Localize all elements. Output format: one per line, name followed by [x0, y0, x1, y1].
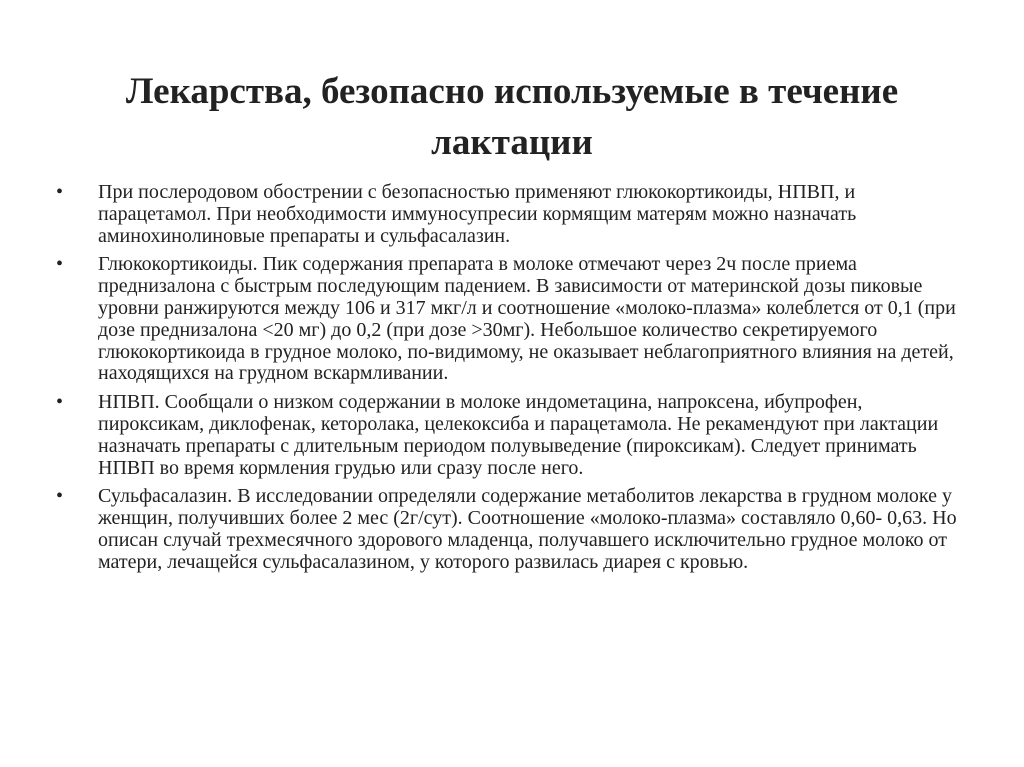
bullet-text: НПВП. Сообщали о низком содержании в молоке индометацина, напроксена, ибупрофен, пироксикам, диклофенак, кеторолака, целекоксиба и парацетамола. Не рекамендуют при лактации назначать препараты с длительным периодом полувыведение (пироксикам). Следует принимать НПВП во время кормления грудью или сразу после него.	[98, 391, 939, 479]
bullet-text: Сульфасалазин. В исследовании определяли содержание метаболитов лекарства в грудном молоке у женщин, получивших более 2 мес (2г/сут). Соотношение «молоко-плазма» составляло 0,60- 0,63. Но описан случай трехмесячного здорового младенца, получавшего исключительно грудное молоко от матери, лечащейся сульфасалазином, у которого развилась диарея с кровью.	[98, 485, 957, 573]
bullet-item-nsaids	[56, 392, 966, 479]
bullet-marker: •	[56, 181, 64, 203]
bullet-item-postpartum	[56, 182, 966, 247]
bullet-item-glucocorticoids	[56, 254, 966, 385]
bullet-item-sulfasalazine	[56, 486, 966, 573]
bullet-marker: •	[56, 253, 64, 276]
bullet-list	[56, 182, 966, 581]
slide-title: Лекарства, безопасно используемые в течение лактации	[125, 71, 899, 163]
bullet-text: Глюкокортикоиды. Пик содержания препарата в молоке отмечают через 2ч после приема преднизалона с быстрым последующим падением. В зависимости от материнской дозы пиковые уровни ранжируются между 106 и 317 мкг/л и соотношение «молоко-плазма» колеблется от 0,1 (при дозе преднизалона <20 мг) до 0,2 (при дозе >30мг). Небольшое количество секретируемого глюкокортикоида в грудное молоко, по-видимому, не оказывает неблагоприятного влияния на детей, находящихся на грудном вскармливании.	[98, 253, 956, 385]
bullet-text: При послеродовом обострении с безопасностью применяют глюкокортикоиды, НПВП, и парацетамол. При необходимости иммуносупресии кормящим матерям можно назначать аминохинолиновые препараты и сульфасалазин.	[98, 181, 857, 247]
bullet-marker: •	[56, 485, 64, 508]
bullet-marker: •	[56, 391, 64, 414]
